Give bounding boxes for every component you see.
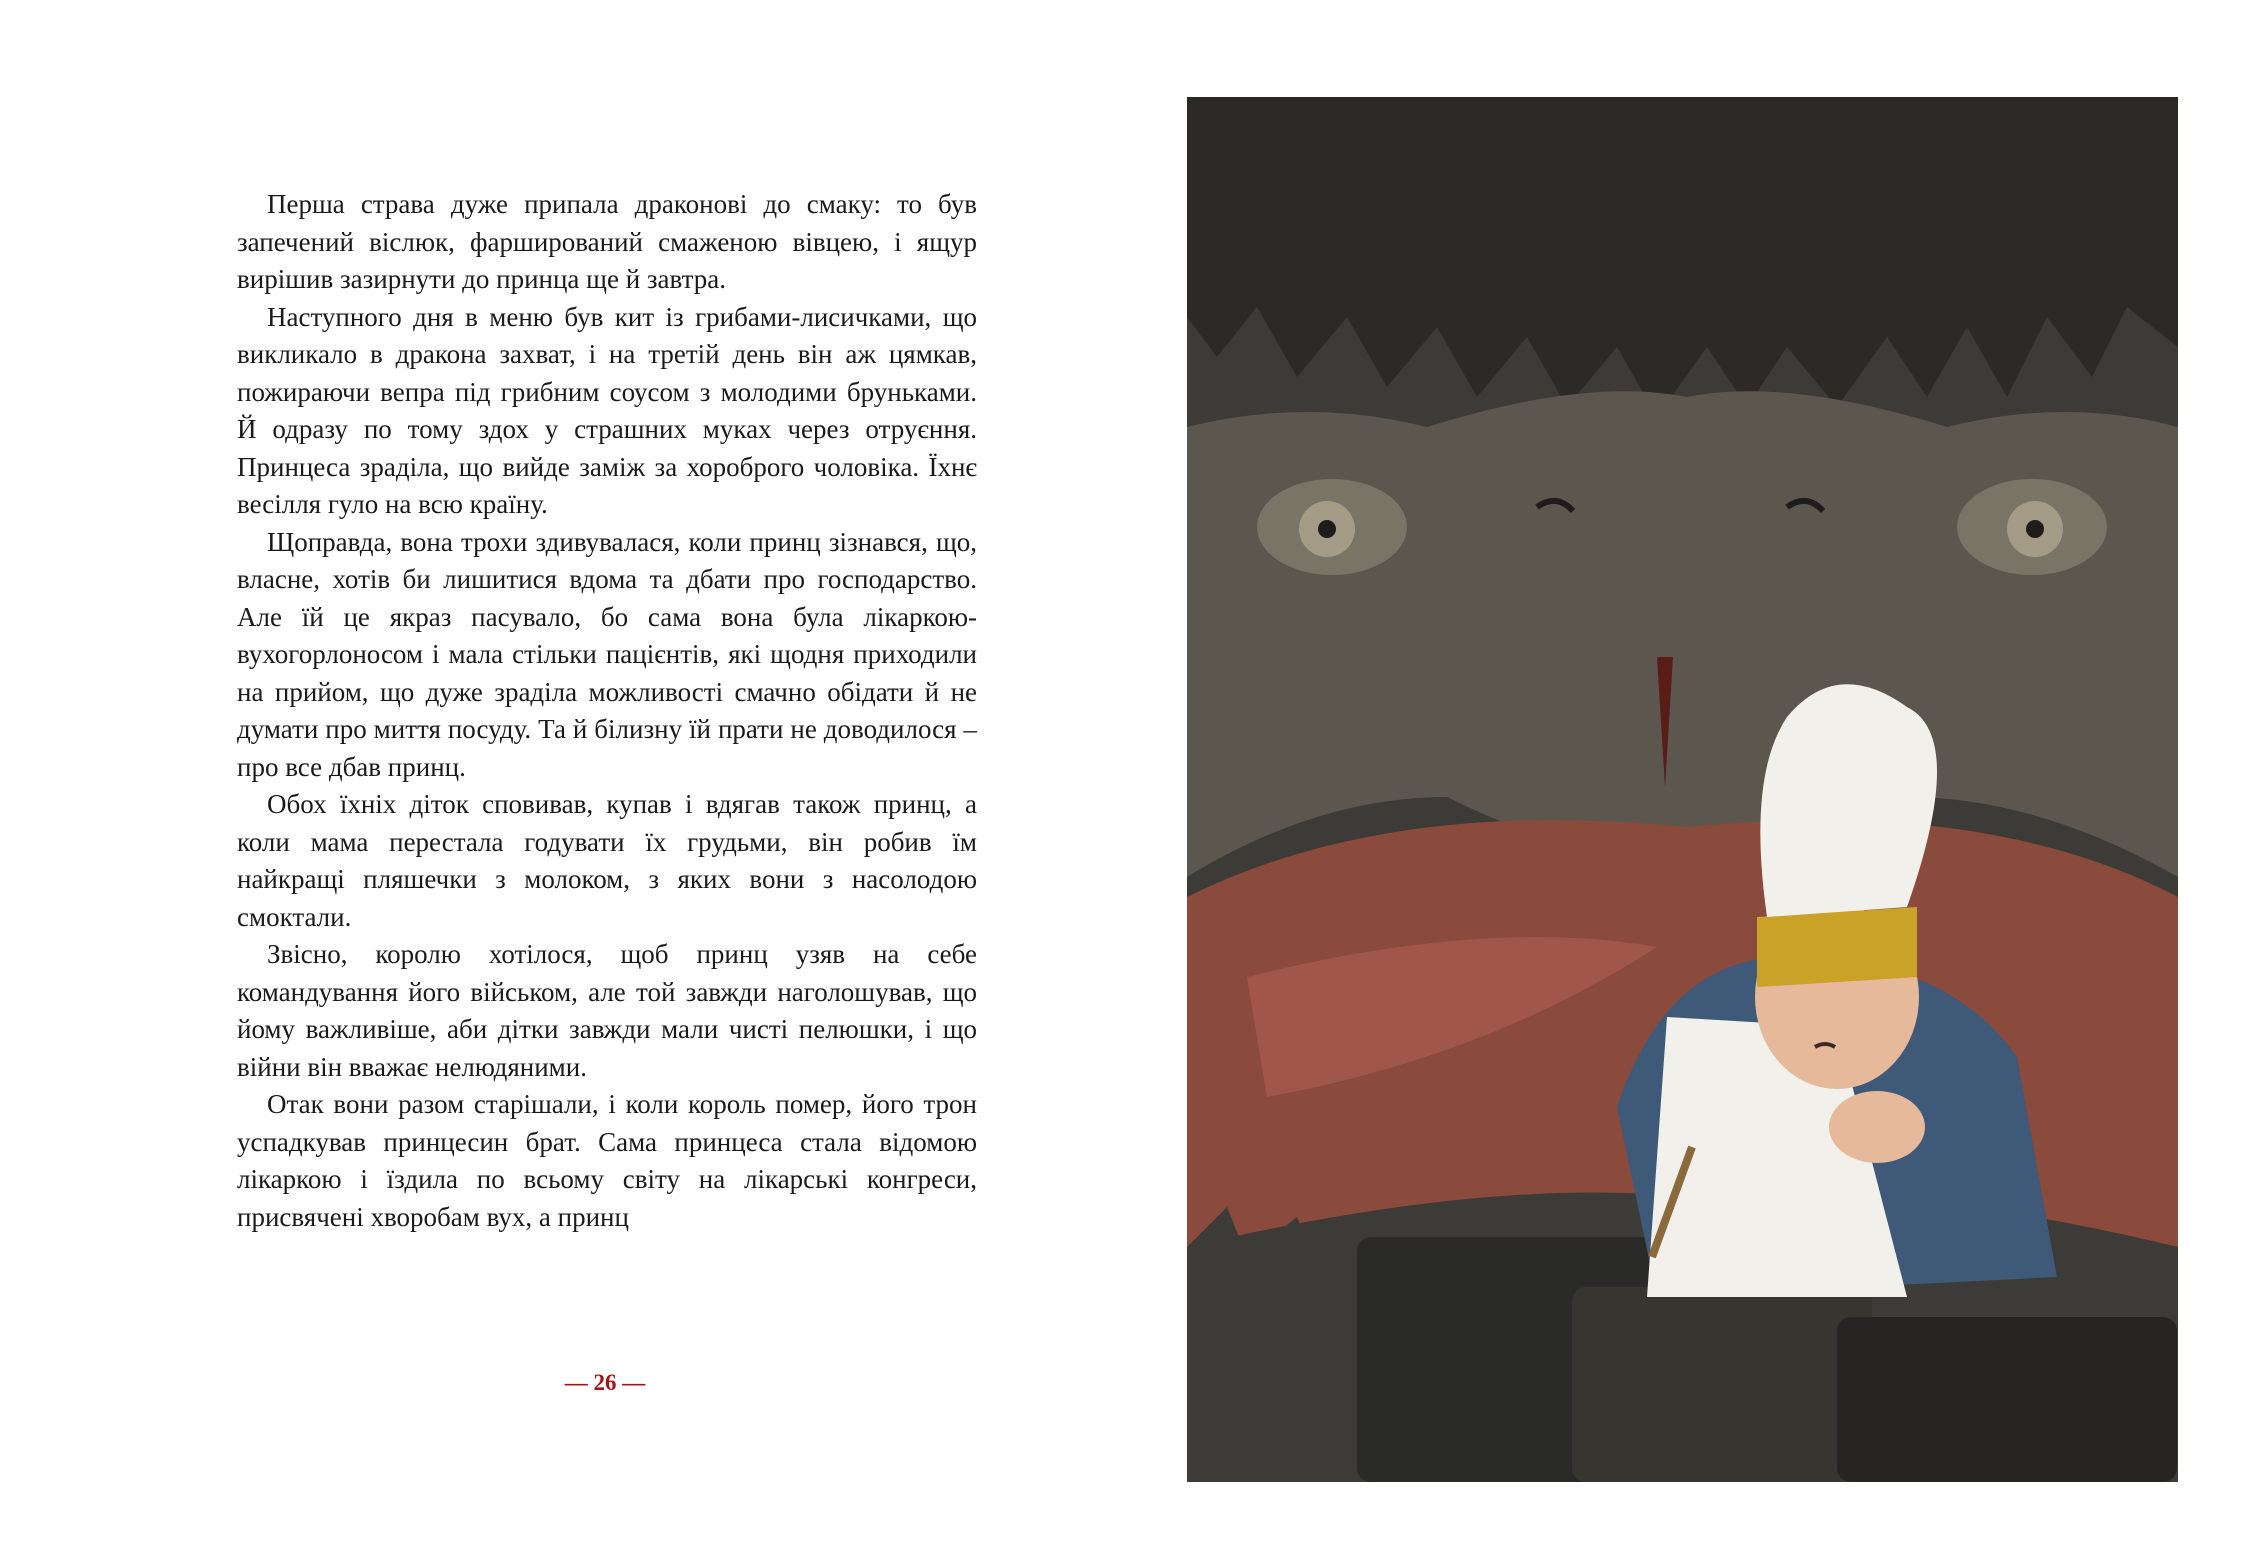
illustration-art (1187, 97, 2178, 1482)
dragon-pupil-left (1318, 520, 1336, 538)
paragraph: Наступного дня в меню був кит із грибами-лисичками, що викликало в дракона захват, і на третій день він аж цямкав, пожираючи вепра під грибним соусом з молодими бруньками. Й одразу по тому здох у страшних муках через отруєння. Принцеса зраділа, що вийде заміж за хороброго чоловіка. Їхнє весілля гуло на всю країну. (237, 301, 977, 519)
crown (1757, 907, 1917, 987)
illustration (1187, 97, 2178, 1482)
paragraph: Щоправда, вона трохи здивувалася, коли принц зізнався, що, власне, хотів би лишитися вдома та дбати про господарство. Але їй це якраз пасувало, бо сама вона була лікаркою-вухогорлоносом і мала стільки пацієнтів, які щодня приходили на прийом, що дуже зраділа можливості смачно обідати й не думати про миття посуду. Та й білизну їй прати не доводилося – про все дбав принц. (237, 526, 977, 782)
dragon-pupil-right (2026, 520, 2044, 538)
dragon-head (1187, 391, 2178, 877)
chef-hand (1829, 1091, 1925, 1163)
pot-right (1837, 1317, 2177, 1482)
pot-middle (1572, 1287, 1872, 1482)
story-text (237, 186, 977, 1236)
paragraph: Перша страва дуже припала драконові до смаку: то був запечений віслюк, фарширований смаженою вівцею, і ящур вирішив зазирнути до принца ще й завтра. (237, 189, 977, 294)
page-number: — 26 — (564, 1370, 646, 1395)
paragraph: Обох їхніх діток сповивав, купав і вдягав також принц, а коли мама перестала годувати їх грудьми, він робив їм найкращі пляшечки з молоком, з яких вони з насолодою смоктали. (237, 789, 977, 932)
paragraph: Звісно, королю хотілося, щоб принц узяв на себе командування його військом, але той завжди наголошував, що йому важливіше, аби дітки завжди мали чисті пелюшки, і що війни він вважає нелюдяними. (237, 939, 977, 1082)
paragraph: Отак вони разом старішали, і коли король помер, його трон успадкував принцесин брат. Сама принцеса стала відомою лікаркою і їздила по всьому світу на лікарські конгреси, присвячені хворобам вух, а принц (237, 1089, 977, 1232)
chef-hat (1760, 684, 1937, 917)
